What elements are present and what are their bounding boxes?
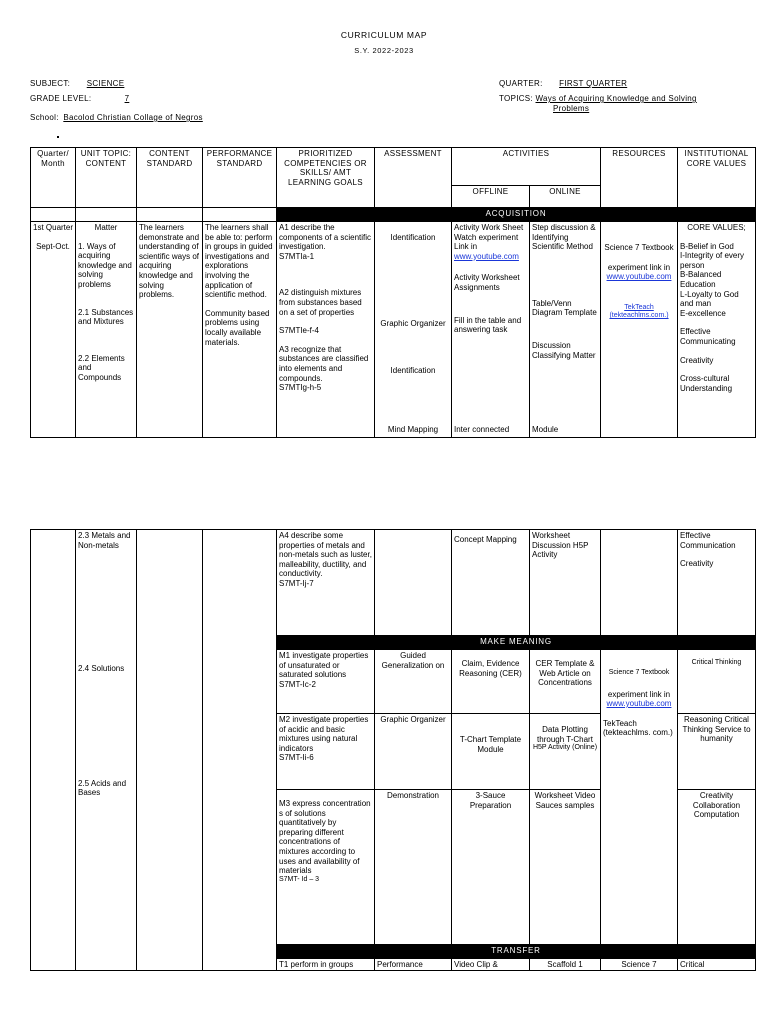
competency-m2-cell (277, 714, 375, 790)
t1-online: Scaffold 1 (530, 959, 601, 971)
offline-1-link[interactable]: www.youtube.com (454, 251, 519, 261)
offline-3: Fill in the table and answering task (454, 315, 522, 335)
content-standard-text: The learners demonstrate and understanding of scientific ways of acquiring knowledge and solving problems. (139, 223, 200, 300)
m2-offline: T-Chart Template Module (459, 735, 522, 754)
dot-mark (57, 136, 59, 138)
m1-assessment: Guided Generalization on (381, 651, 445, 670)
a4-value-1: Effective Communication (680, 531, 736, 550)
t1-offline: Video Clip & (452, 959, 530, 971)
m2-values-cell (678, 714, 756, 790)
a4-offline-cell (452, 530, 530, 636)
unit-1: 1. Ways of acquiring knowledge and solving problems (78, 241, 132, 289)
header-content-standard: CONTENT STANDARD (137, 148, 203, 208)
resource-youtube-link[interactable]: www.youtube.com (606, 272, 672, 282)
online-3: Discussion Classifying Matter (532, 340, 596, 360)
school-label: School: (30, 113, 59, 122)
header-quarter: Quarter/ Month (31, 148, 76, 208)
quarter-cell (31, 222, 76, 438)
m3-assessment-cell (375, 790, 452, 945)
resources-cell (601, 222, 678, 438)
unit-2-1: 2.1 Substances and Mixtures (78, 307, 134, 327)
competency-m2: M2 investigate properties of acidic and basic mixtures using natural indicators (279, 715, 369, 753)
header-resources: RESOURCES (601, 148, 678, 208)
unit-2-5: 2.5 Acids and Bases (78, 778, 127, 798)
competency-a4: A4 describe some properties of metals and non-metals such as luster, malleability, ductility, and conductivity. (279, 531, 372, 579)
competencies-cell (277, 222, 375, 438)
m2-online: Data Plotting through T-Chart (537, 725, 593, 744)
band-acquisition: ACQUISITION (277, 208, 756, 222)
unit-2-3: 2.3 Metals and Non-metals (78, 531, 131, 550)
competency-a4-cell (277, 530, 375, 636)
m2-online-small: H5P Activity (Online) (532, 744, 598, 752)
online-1: Step discussion & Identifying Scientific Method (532, 223, 596, 252)
value-cross-cultural: Cross-cultural Understanding (680, 374, 733, 393)
value-creativity: Creativity (680, 355, 714, 365)
unit-2-4: 2.4 Solutions (78, 664, 125, 674)
header-performance-standard: PERFORMANCE STANDARD (203, 148, 277, 208)
competency-a1: A1 describe the components of a scientific investigation. (279, 223, 372, 252)
document-title: CURRICULUM MAP (340, 30, 428, 40)
empty-cell (203, 208, 277, 222)
quarter-label: QUARTER: (499, 79, 543, 88)
competency-a3-code: S7MTIg-h-5 (279, 383, 322, 393)
subject-value: SCIENCE (86, 79, 125, 88)
resource-textbook: Science 7 Textbook (604, 243, 674, 252)
competency-t1: T1 perform in groups (277, 959, 375, 971)
header-assessment: ASSESSMENT (375, 148, 452, 208)
subject-label: SUBJECT: (30, 79, 71, 88)
unit-matter: Matter (94, 223, 118, 232)
t1-resources: Science 7 (601, 959, 678, 971)
unit-topic-cell (76, 222, 137, 438)
topics-value-line2: Problems (553, 104, 590, 113)
assessment-4: Mind Mapping (387, 425, 439, 435)
curriculum-table-page1 (30, 147, 756, 438)
offline-4: Inter connected (454, 425, 510, 435)
header-activities: ACTIVITIES (452, 148, 601, 186)
topics-label: TOPICS: (499, 94, 533, 103)
t1-values: Critical (678, 959, 756, 971)
competency-a1-code: S7MTIa-1 (279, 251, 315, 261)
assessment-2: Graphic Organizer (380, 318, 446, 328)
m2-value: Reasoning Critical Thinking Service to humanity (682, 715, 751, 744)
t1-assessment: Performance (375, 959, 452, 971)
grade-row (30, 94, 158, 103)
resource-textbook: Science 7 Textbook (608, 669, 670, 676)
offline-2: Activity Worksheet Assignments (454, 273, 520, 292)
grade-value: 7 (124, 94, 130, 103)
m3-offline: 3-Sauce Preparation (469, 791, 512, 810)
quarter-row (499, 79, 627, 88)
resource-tekteach-link[interactable]: TekTeach (tekteachlms.com.) (609, 303, 669, 320)
online-cell (530, 222, 601, 438)
m2-assessment: Graphic Organizer (380, 715, 446, 724)
m3-online-cell (530, 790, 601, 945)
core-values-list: B-Belief in God I-Integrity of every person B-Balanced Education L-Loyalty to God and man E-excellence (680, 241, 745, 318)
competency-m3: M3 express concentration s of solutions quantitatively by preparing different concentrations of mixtures according to uses and availability of materials (279, 799, 371, 876)
topics-value-line1: Ways of Acquiring Knowledge and Solving (535, 94, 697, 103)
a4-offline: Concept Mapping (454, 535, 517, 544)
m3-values-cell (678, 790, 756, 945)
m1-values-cell (678, 650, 756, 714)
header-online: ONLINE (530, 186, 601, 208)
core-values-cell (678, 222, 756, 438)
a4-online-cell (530, 530, 601, 636)
curriculum-table-page2 (30, 529, 756, 971)
a4-assessment-empty (375, 530, 452, 636)
offline-1: Activity Work Sheet Watch experiment Link in (454, 223, 524, 252)
online-2: Table/Venn Diagram Template (532, 298, 597, 318)
school-year: S.Y. 2022-2023 (354, 46, 414, 55)
competency-a3: A3 recognize that substances are classified into elements and compounds. (279, 344, 369, 383)
quarter-text: 1st Quarter (33, 223, 74, 232)
m2-assessment-cell (375, 714, 452, 790)
header-unit-topic: UNIT TOPIC: CONTENT (76, 148, 137, 208)
grade-label: GRADE LEVEL: (30, 94, 92, 103)
resource-tekteach: TekTeach (tekteachlms. com.) (603, 718, 673, 738)
m3-value: Creativity Collaboration Computation (692, 791, 741, 820)
competency-m1-cell (277, 650, 375, 714)
m1-online-cell (530, 650, 601, 714)
unit-2-2: 2.2 Elements and Compounds (78, 353, 125, 382)
a4-values-cell (678, 530, 756, 636)
a4-resources-empty (601, 530, 678, 636)
competency-m1: M1 investigate properties of unsaturated or saturated solutions (279, 651, 369, 680)
assessment-cell (375, 222, 452, 438)
resource-experiment: experiment link in (607, 262, 671, 272)
m1-assessment-cell (375, 650, 452, 714)
subject-row (30, 79, 125, 88)
resource-experiment: experiment link in (607, 689, 671, 699)
resource-youtube-link[interactable]: www.youtube.com (606, 699, 672, 709)
assessment-3: Identification (390, 366, 436, 376)
performance-standard-cell (203, 222, 277, 438)
offline-cell (452, 222, 530, 438)
header-competencies: PRIORITIZED COMPETENCIES OR SKILLS/ AMT LEARNING GOALS (277, 148, 375, 208)
school-row (30, 113, 203, 122)
unit-topic-cell (76, 530, 137, 971)
m2-offline-cell (452, 714, 530, 790)
content-standard-cell (137, 222, 203, 438)
m1-online: CER Template & Web Article on Concentrations (535, 659, 595, 688)
m1-offline-cell (452, 650, 530, 714)
value-effective-communicating: Effective Communicating (680, 327, 736, 346)
topics-row (499, 94, 697, 103)
band-transfer: TRANSFER (277, 945, 756, 959)
resources-cell (601, 650, 678, 945)
competency-a2: A2 distinguish mixtures from substances based on a set of properties (279, 288, 362, 317)
band-make-meaning: MAKE MEANING (277, 636, 756, 650)
month-text: Sept-Oct. (36, 241, 70, 251)
empty-cell (76, 208, 137, 222)
empty-cell (137, 208, 203, 222)
competency-m3-code: S7MT- Id – 3 (279, 875, 320, 883)
m3-offline-cell (452, 790, 530, 945)
m3-online: Worksheet Video Sauces samples (534, 791, 596, 810)
m1-offline: Claim, Evidence Reasoning (CER) (459, 659, 522, 678)
performance-extra-text: Community based problems using locally available materials. (205, 308, 270, 347)
core-values-title: CORE VALUES; (687, 223, 746, 232)
assessment-1: Identification (390, 233, 436, 242)
school-value: Bacolod Christian Collage of Negros (63, 113, 203, 122)
header-core-values: INSTITUTIONAL CORE VALUES (678, 148, 756, 208)
competency-m3-cell (277, 790, 375, 945)
quarter-value: FIRST QUARTER (559, 79, 628, 88)
competency-m1-code: S7MT-Ic-2 (279, 679, 316, 689)
m3-assessment: Demonstration (386, 791, 440, 800)
m2-online-cell (530, 714, 601, 790)
competency-a2-code: S7MTIe-f-4 (279, 326, 320, 336)
content-standard-empty (137, 530, 203, 971)
a4-online: Worksheet Discussion H5P Activity (532, 531, 589, 560)
competency-a4-code: S7MT-Ij-7 (279, 578, 314, 588)
a4-value-2: Creativity (680, 559, 714, 569)
header-offline: OFFLINE (452, 186, 530, 208)
online-4: Module (532, 425, 559, 435)
competency-m2-code: S7MT-Ii-6 (279, 753, 314, 763)
performance-standard-text: The learners shall be able to: perform in groups in guided investigations and explorations involving the application of scientific method. (205, 223, 273, 300)
performance-standard-empty (203, 530, 277, 971)
quarter-cell-empty (31, 530, 76, 971)
m1-value: Critical Thinking (691, 659, 742, 666)
empty-cell (31, 208, 76, 222)
